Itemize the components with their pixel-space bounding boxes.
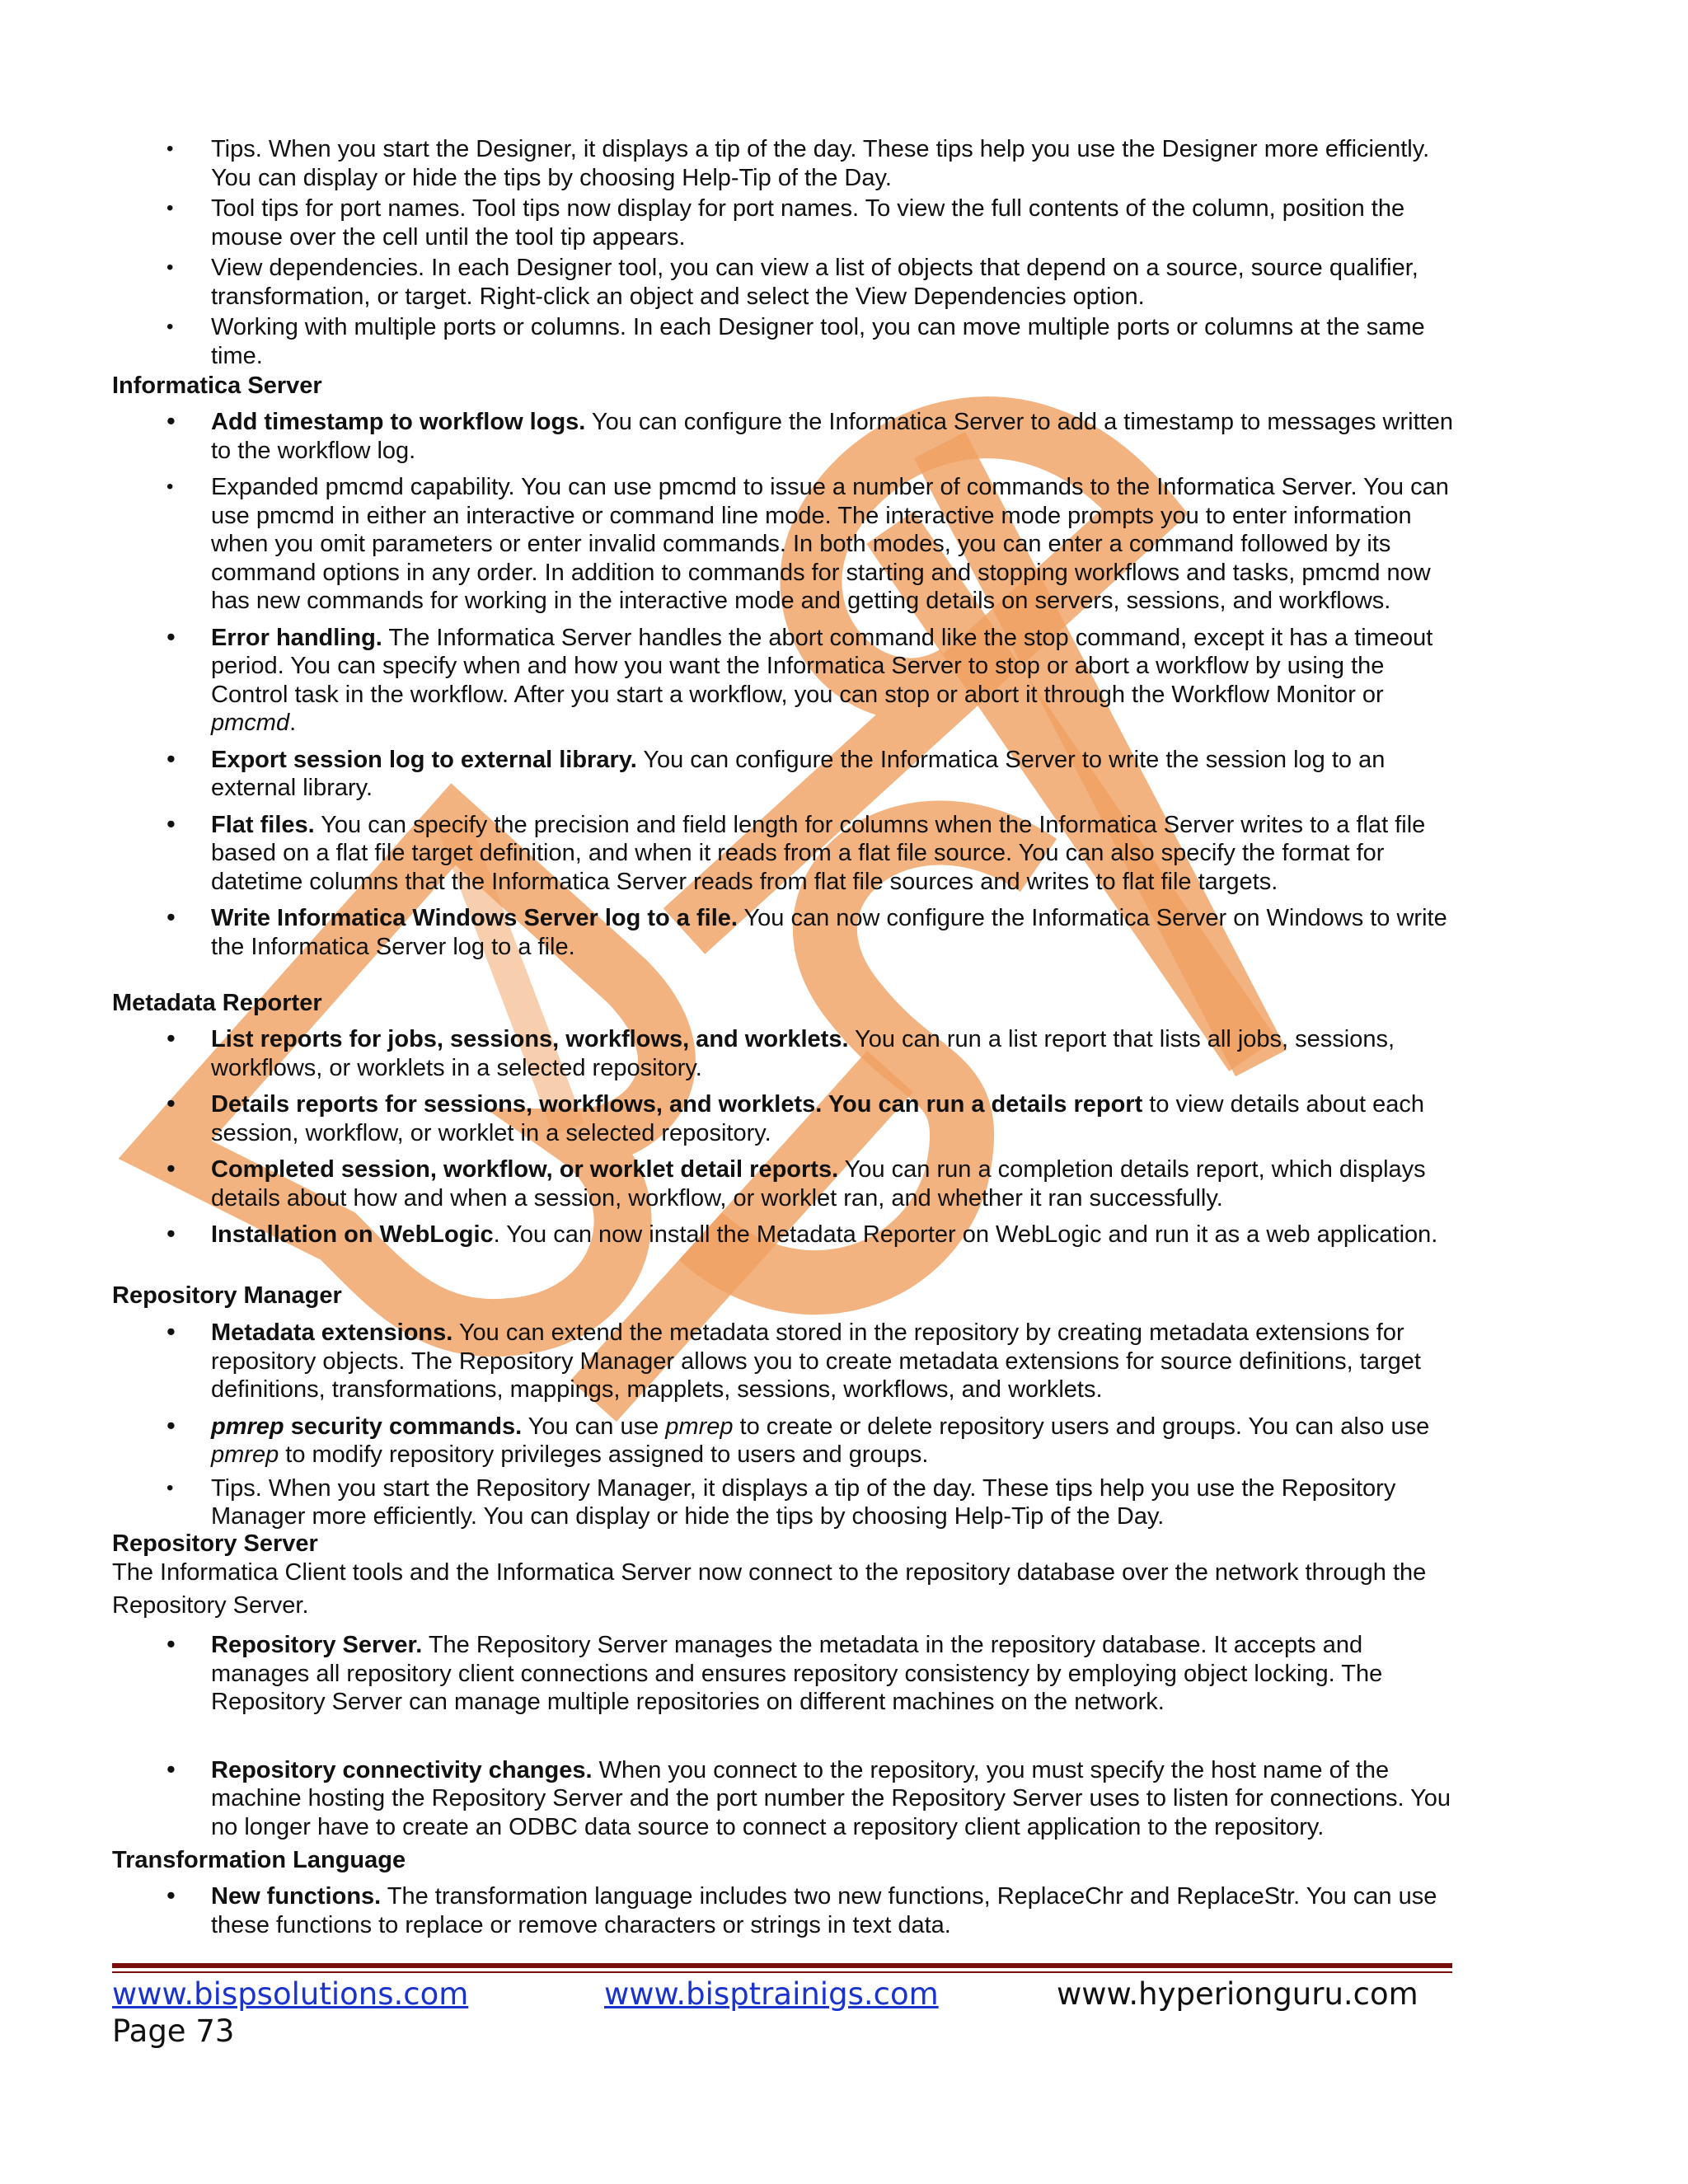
item-text: Tips. When you start the Designer, it displays a tip of the day. These tips help you use the Designer more efficiently. You can display or hide the tips by choosing Help-Tip of the Day.	[211, 136, 1430, 191]
transformation-language-list	[112, 1882, 1464, 1947]
footer-site-hyperionguru: www.hyperionguru.com	[1057, 1976, 1418, 2012]
list-item	[112, 1756, 1464, 1842]
item-bold: security commands.	[284, 1413, 523, 1440]
footer-divider-thin	[112, 1971, 1452, 1973]
footer-link-bispsolutions[interactable]: www.bispsolutions.com	[112, 1976, 469, 2012]
item-bold: Repository connectivity changes.	[211, 1756, 593, 1783]
bullet-icon: •	[166, 743, 176, 773]
bullet-icon: •	[166, 1629, 176, 1658]
item-bold: Metadata extensions.	[211, 1319, 453, 1346]
repository-server-list	[112, 1631, 1464, 1849]
list-item	[112, 1090, 1464, 1147]
item-bold: New functions.	[211, 1883, 382, 1910]
item-bold: Error handling.	[211, 624, 382, 651]
item-text: The Repository Server manages the metadata in the repository database. It accepts and manages all repository client connections and ensures repository consistency by employing object locking. The Repository Server can manage multiple repositories on different machines on the network.	[211, 1632, 1383, 1715]
bullet-icon: •	[166, 1410, 176, 1440]
bullet-icon: •	[166, 808, 176, 838]
bullet-icon: •	[166, 316, 174, 338]
item-text: The transformation language includes two new functions, ReplaceChr and ReplaceStr. You can use these functions to replace or remove characters or strings in text data.	[211, 1883, 1437, 1938]
list-item	[112, 408, 1464, 465]
item-text: You can run a list report that lists all jobs, sessions, workflows, or worklets in a selected repository.	[211, 1026, 1395, 1081]
item-text: You can configure the Informatica Server to write the session log to an external library.	[211, 746, 1386, 801]
footer-divider	[112, 1963, 1452, 1968]
item-bold: Details reports for sessions, workflows, and worklets. You can run a details report	[211, 1091, 1143, 1118]
informatica-server-list	[112, 408, 1464, 969]
designer-list	[112, 135, 1464, 373]
item-text: Working with multiple ports or columns. In each Designer tool, you can move multiple ports or columns at the same time.	[211, 314, 1425, 369]
list-item	[112, 621, 1464, 738]
list-item	[112, 1410, 1464, 1469]
list-item	[112, 473, 1464, 616]
bullet-icon: •	[166, 621, 176, 651]
item-text: Tips. When you start the Repository Manager, it displays a tip of the day. These tips help you use the Repository Manager more efficiently. You can display or hide the tips by choosing Help-Tip of the Day.	[211, 1474, 1396, 1530]
list-item	[112, 254, 1464, 311]
item-text: to create or delete repository users and groups. You can also use	[733, 1413, 1430, 1440]
item-italic: pmrep	[665, 1413, 734, 1440]
list-item	[112, 904, 1464, 961]
item-text: Tool tips for port names. Tool tips now display for port names. To view the full contents of the column, position the mouse over the cell until the tool tip appears.	[211, 195, 1405, 251]
item-text: You can configure the Informatica Server to add a timestamp to messages written to the workflow log.	[211, 409, 1453, 464]
bullet-icon: •	[166, 902, 176, 931]
bullet-icon: •	[166, 1317, 176, 1346]
footer-link-bisptrainigs[interactable]: www.bisptrainigs.com	[604, 1976, 939, 2012]
bullet-icon: •	[166, 476, 174, 498]
bullet-icon: •	[166, 1024, 176, 1052]
list-item	[112, 313, 1464, 370]
heading-repository-manager: Repository Manager	[112, 1282, 342, 1309]
item-bold: Export session log to external library.	[211, 746, 637, 773]
item-italic: pmcmd	[211, 710, 290, 736]
bullet-icon: •	[166, 1881, 176, 1910]
item-text: to view details about each session, workflow, or worklet in a selected repository.	[211, 1091, 1425, 1146]
item-tail: .	[289, 710, 297, 736]
list-item	[112, 1631, 1464, 1717]
item-bold: Write Informatica Windows Server log to a file.	[211, 905, 738, 931]
item-text: View dependencies. In each Designer tool, you can view a list of objects that depend on a source, source qualifier, transformation, or target. Right-click an object and select the View Dependencies option.	[211, 255, 1418, 310]
item-bold: Flat files.	[211, 811, 315, 838]
item-bold: List reports for jobs, sessions, workflows, and worklets.	[211, 1026, 849, 1052]
repository-manager-list	[112, 1319, 1464, 1540]
item-bold: Repository Server.	[211, 1632, 423, 1658]
item-text: Expanded pmcmd capability. You can use pmcmd to issue a number of commands to the Informatica Server. You can use pmcmd in either an interactive or command line mode. The interactive mode prompts you to enter information when you omit parameters or enter invalid commands. In both modes, you can enter a command followed by its command options in any order. In addition to commands for starting and stopping workflows and tasks, pmcmd now has new commands for working in the interactive mode and getting details on servers, sessions, and workflows.	[211, 474, 1449, 614]
item-text: You can extend the metadata stored in the repository by creating metadata extensions for repository objects. The Repository Manager allows you to create metadata extensions for source definitions, target definitions, transformations, mappings, mapplets, sessions, workflows, and worklets.	[211, 1319, 1421, 1403]
bullet-icon: •	[166, 138, 174, 160]
item-text: You can run a completion details report, which displays details about how and when a session, workflow, or worklet ran, and whether it ran successfully.	[211, 1156, 1426, 1212]
heading-transformation-language: Transformation Language	[112, 1847, 406, 1873]
bullet-icon: •	[166, 256, 174, 279]
item-text: When you connect to the repository, you must specify the host name of the machine hosting the Repository Server and the port number the Repository Server uses to listen for connections. You no longer have to create an ODBC data source to connect a repository client application to the repository.	[211, 1756, 1451, 1840]
metadata-reporter-list	[112, 1025, 1464, 1258]
item-bold-italic: pmrep	[211, 1413, 284, 1440]
item-bold: Completed session, workflow, or worklet detail reports.	[211, 1156, 839, 1183]
list-item	[112, 1221, 1464, 1249]
list-item	[112, 743, 1464, 803]
item-text: You can use	[522, 1413, 666, 1440]
list-item	[112, 1319, 1464, 1404]
list-item	[112, 1155, 1464, 1212]
list-item	[112, 1025, 1464, 1082]
heading-informatica-server: Informatica Server	[112, 373, 322, 399]
item-bold: Add timestamp to workflow logs.	[211, 409, 586, 435]
item-tail: to modify repository privileges assigned to users and groups.	[279, 1441, 929, 1468]
bullet-icon: •	[166, 197, 174, 219]
bullet-icon: •	[166, 1754, 176, 1783]
heading-repository-server: Repository Server	[112, 1530, 318, 1557]
bullet-icon: •	[166, 1154, 176, 1183]
item-bold: Installation on WebLogic	[211, 1221, 494, 1248]
list-item	[112, 135, 1464, 192]
bullet-icon: •	[166, 1219, 176, 1248]
list-item	[112, 1474, 1464, 1531]
item-text: . You can now install the Metadata Reporter on WebLogic and run it as a web application.	[493, 1221, 1438, 1248]
bullet-icon: •	[166, 1089, 176, 1118]
page-number: Page 73	[112, 2013, 235, 2049]
item-text: You can now configure the Informatica Server on Windows to write the Informatica Server log to a file.	[211, 905, 1447, 960]
list-item	[112, 808, 1464, 897]
item-italic: pmrep	[211, 1441, 279, 1468]
heading-metadata-reporter: Metadata Reporter	[112, 990, 322, 1016]
repository-server-intro: The Informatica Client tools and the Informatica Server now connect to the repository database over the network through the Repository Server.	[112, 1559, 1427, 1619]
list-item	[112, 1882, 1464, 1939]
item-text: You can specify the precision and field length for columns when the Informatica Server writes to a flat file based on a flat file target definition, and when it reads from a flat file source. You can also specify the format for datetime columns that the Informatica Server reads from flat file sources and writes to flat file targets.	[211, 811, 1426, 895]
bullet-icon: •	[166, 1476, 174, 1499]
bullet-icon: •	[166, 406, 176, 435]
list-item	[112, 194, 1464, 251]
item-text: The Informatica Server handles the abort command like the stop command, except it has a timeout period. You can specify when and how you want the Informatica Server to stop or abort a workflow by using the Control task in the workflow. After you start a workflow, you can stop or abort it through the Workflow Monitor or	[211, 624, 1433, 708]
